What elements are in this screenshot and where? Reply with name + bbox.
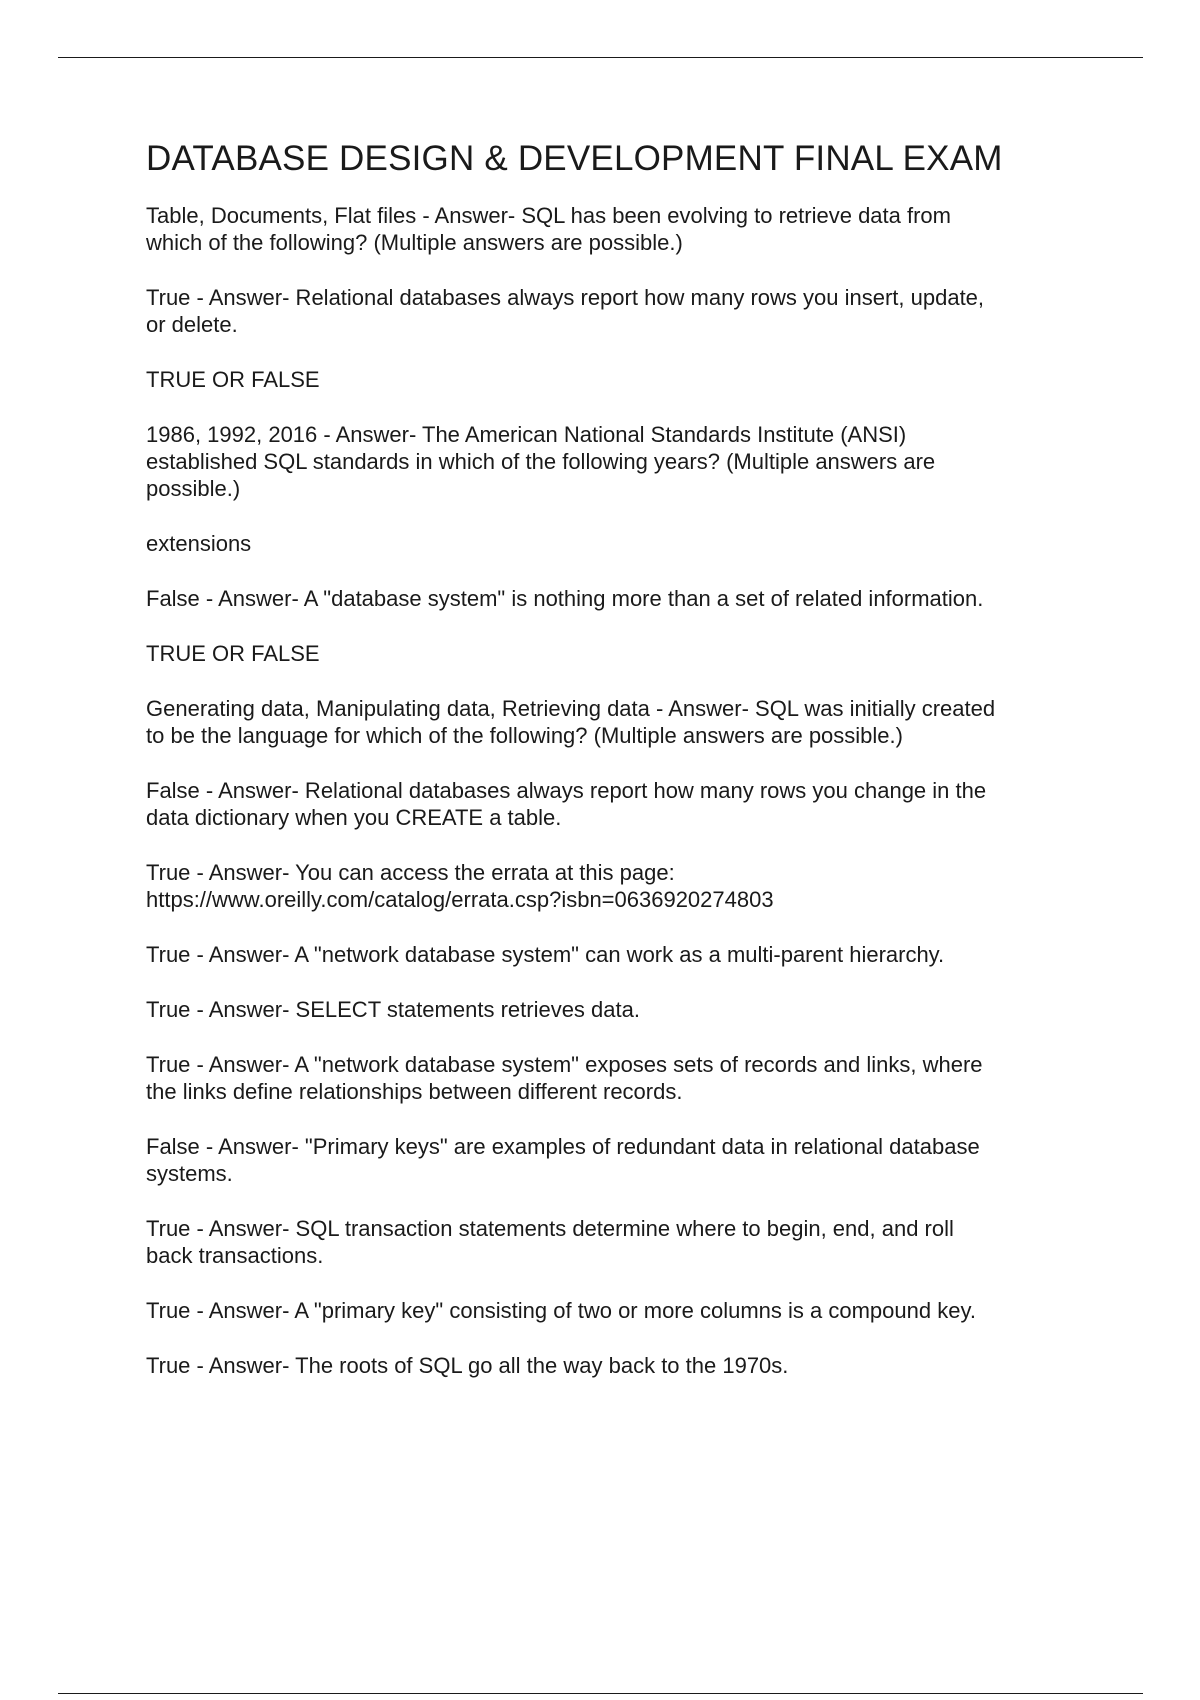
document-body <box>146 138 1086 1407</box>
qa-item: True - Answer- You can access the errata at this page: https://www.oreilly.com/catalog/errata.csp?isbn=0636920274803 <box>146 860 774 912</box>
qa-item: TRUE OR FALSE <box>146 367 320 392</box>
qa-item: False - Answer- Relational databases always report how many rows you change in the data dictionary when you CREATE a table. <box>146 778 987 830</box>
qa-item: TRUE OR FALSE <box>146 641 320 666</box>
qa-item: False - Answer- "Primary keys" are examples of redundant data in relational database systems. <box>146 1134 980 1186</box>
qa-item: True - Answer- A "network database system" can work as a multi-parent hierarchy. <box>146 942 945 967</box>
top-divider <box>58 57 1143 58</box>
qa-item: True - Answer- The roots of SQL go all the way back to the 1970s. <box>146 1353 789 1378</box>
bottom-divider <box>58 1693 1143 1694</box>
page-title: DATABASE DESIGN & DEVELOPMENT FINAL EXAM <box>146 139 1003 178</box>
qa-item: Table, Documents, Flat files - Answer- SQL has been evolving to retrieve data from which of the following? (Multiple answers are possible.) <box>146 203 951 255</box>
qa-item: True - Answer- A "primary key" consisting of two or more columns is a compound key. <box>146 1298 976 1323</box>
qa-item: True - Answer- SQL transaction statements determine where to begin, end, and roll back transactions. <box>146 1216 954 1268</box>
qa-item: extensions <box>146 531 252 556</box>
qa-item: False - Answer- A "database system" is nothing more than a set of related information. <box>146 586 984 611</box>
qa-item: True - Answer- SELECT statements retrieves data. <box>146 997 640 1022</box>
qa-item: True - Answer- Relational databases always report how many rows you insert, update, or delete. <box>146 285 985 337</box>
qa-item: 1986, 1992, 2016 - Answer- The American National Standards Institute (ANSI) established SQL standards in which of the following years? (Multiple answers are possible.) <box>146 422 936 501</box>
qa-item: Generating data, Manipulating data, Retrieving data - Answer- SQL was initially created to be the language for which of the following? (Multiple answers are possible.) <box>146 696 996 748</box>
qa-item: True - Answer- A "network database system" exposes sets of records and links, where the links define relationships between different records. <box>146 1052 983 1104</box>
